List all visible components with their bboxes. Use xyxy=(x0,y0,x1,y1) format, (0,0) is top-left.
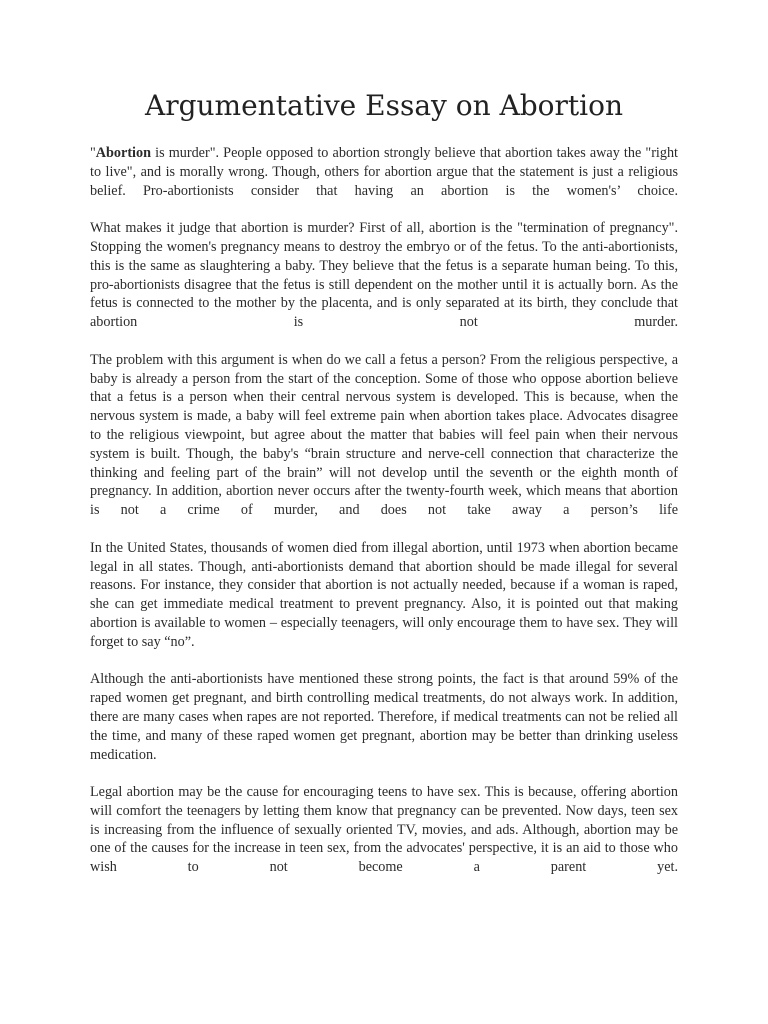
paragraph-5 xyxy=(90,670,678,764)
paragraph-1-bold-word: Abortion xyxy=(95,145,151,161)
page-title: Argumentative Essay on Abortion xyxy=(144,89,624,122)
paragraph-1-text: is murder". People opposed to abortion strongly believe that abortion takes away the "right to live", and is morally wrong. Though, others for abortion argue that the statement is just a religious belief. Pro-abortionists consider that having an abortion is the women's’ choice. xyxy=(90,145,678,199)
paragraph-2-text: What makes it judge that abortion is murder? First of all, abortion is the "termination of pregnancy". Stopping the women's pregnancy means to destroy the embryo or of the fetus. To the anti-abortionists, this is the same as slaughtering a baby. They believe that the fetus is a separate human being. To this, pro-abortionists disagree that the fetus is still dependent on the mother until it is actually born. As the fetus is connected to the mother by the placenta, and is only separated at its birth, they conclude that abortion is not murder. xyxy=(90,220,678,331)
paragraph-4-text: In the United States, thousands of women died from illegal abortion, until 1973 when abortion became legal in all states. Though, anti-abortionists demand that abortion should be made illegal for several reasons. For instance, they consider that abortion is not actually needed, because if a woman is raped, she can get immediate medical treatment to prevent pregnancy. Also, it is pointed out that making abortion is available to women – especially teenagers, will only encourage them to have sex. They will forget to say “no”. xyxy=(90,539,678,650)
paragraph-3-text: The problem with this argument is when do we call a fetus a person? From the religious perspective, a baby is already a person from the start of the conception. Some of those who oppose abortion believe that a fetus is a person when their central nervous system is developed. This is because, when the nervous system is made, a baby will feel extreme pain when abortion takes place. Advocates disagree to the religious viewpoint, but agree about the matter that babies will feel pain when their nervous system is built. Though, the baby's “brain structure and nerve-cell connection that characterize the thinking and feeling part of the brain” will not develop until the seventh or the eighth month of pregnancy. In addition, abortion never occurs after the twenty-fourth week, which means that abortion is not a crime of murder, and does not take away a person’s life xyxy=(90,351,678,519)
paragraph-3 xyxy=(90,351,678,520)
paragraph-1-open-quote: " xyxy=(90,145,96,161)
paragraph-6-text: Legal abortion may be the cause for encouraging teens to have sex. This is because, offering abortion will comfort the teenagers by letting them know that pregnancy can be prevented. Now days, teen sex is increasing from the influence of sexually oriented TV, movies, and ads. Although, abortion may be one of the causes for the increase in teen sex, from the advocates' perspective, it is an aid to those who wish to not become a parent yet. xyxy=(90,784,678,876)
paragraph-6 xyxy=(90,783,678,877)
essay-body xyxy=(90,144,678,896)
paragraph-5-text: Although the anti-abortionists have mentioned these strong points, the fact is that around 59% of the raped women get pregnant, and birth controlling medical treatments, do not always work. In addition, there are many cases when rapes are not reported. Therefore, if medical treatments can not be relied all the time, and many of these raped women get pregnant, abortion may be better than drinking useless medication. xyxy=(90,671,678,763)
paragraph-4 xyxy=(90,539,678,652)
paragraph-1 xyxy=(90,144,678,200)
paragraph-2 xyxy=(90,219,678,332)
